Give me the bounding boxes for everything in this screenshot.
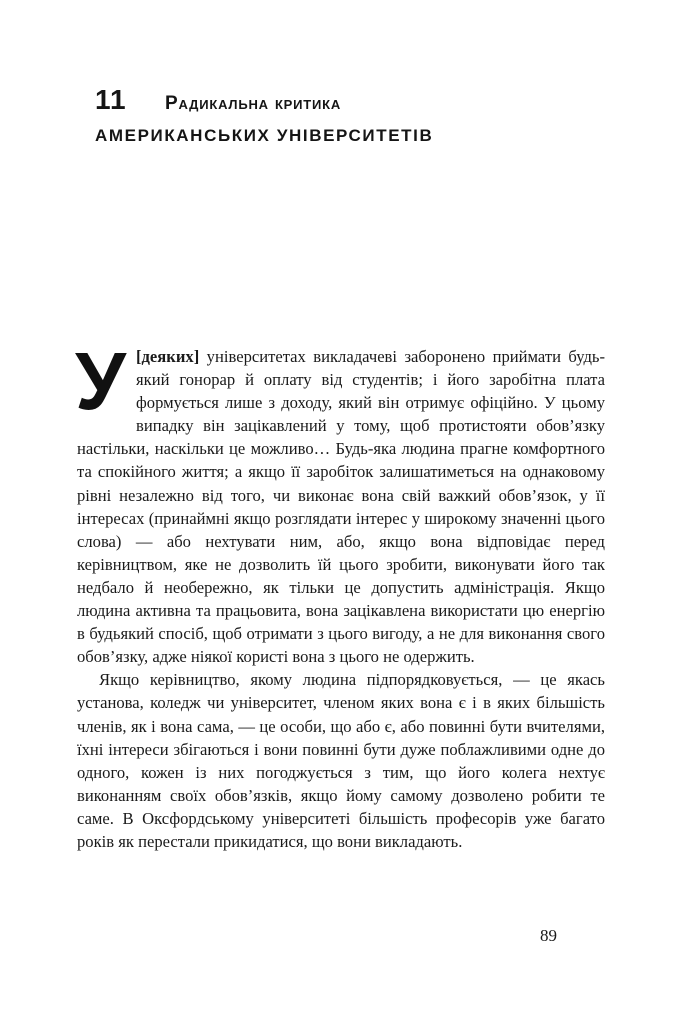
lead-bold-word: [деяких] (136, 347, 200, 366)
chapter-heading (95, 84, 615, 146)
body-text (75, 336, 605, 853)
drop-cap: У (75, 336, 127, 427)
chapter-title-line1: Радикальна критика (165, 93, 342, 114)
paragraph-1-text: університетах викладачеві заборонено приймати будь-який гонорар й оплату від студентів; і його заробітна плата формується лише з доходу, який він отримує офіційно. У цьому випадку він зацікавлений у тому, щоб протистояти обов’язку настільки, наскільки це можливо… Будь-яка людина прагне комфортного та спокійного життя; а якщо її заробіток залишатиметься на однаковому рівні незалежно від того, чи виконає вона свій важкий обов’язок, у її інтересах (принаймні якщо розглядати інтерес у широкому значенні цього слова) — або нехтувати ним, або, якщо вона відповідає перед керівництвом, яке не дозволить їй цього зробити, виконувати його так недбало й необережно, як тільки це допустить адміністрація. Якщо людина активна та працьовита, вона зацікавлена використати цю енергію в будьякий спосіб, щоб отримати з цього вигоду, а не для виконання свого обов’язку, адже ніякої користі вона з цього не одержить. (77, 347, 605, 667)
chapter-number: 11 (95, 84, 127, 115)
chapter-heading-line1 (95, 84, 615, 120)
chapter-title-line2: АМЕРИКАНСЬКИХ УНІВЕРСИТЕТІВ (95, 126, 434, 145)
paragraph-1 (75, 336, 605, 668)
page-number: 89 (540, 926, 557, 945)
paragraph-2: Якщо керівництво, якому людина підпорядковується, — це якась установа, коледж чи університет, членом яких вона є і в яких більшість членів, як і вона сама, — це особи, що або є, або повинні бути вчителями, їхні інтереси збігаються і вони повинні бути дуже поблажливими одне до одного, кожен із них погоджується з тим, що його колега нехтує виконанням своїх обов’язків, якщо йому самому дозволено робити те саме. В Оксфордському університеті більшість професорів уже багато років як перестали прикидатися, що вони викладають. (77, 670, 605, 851)
